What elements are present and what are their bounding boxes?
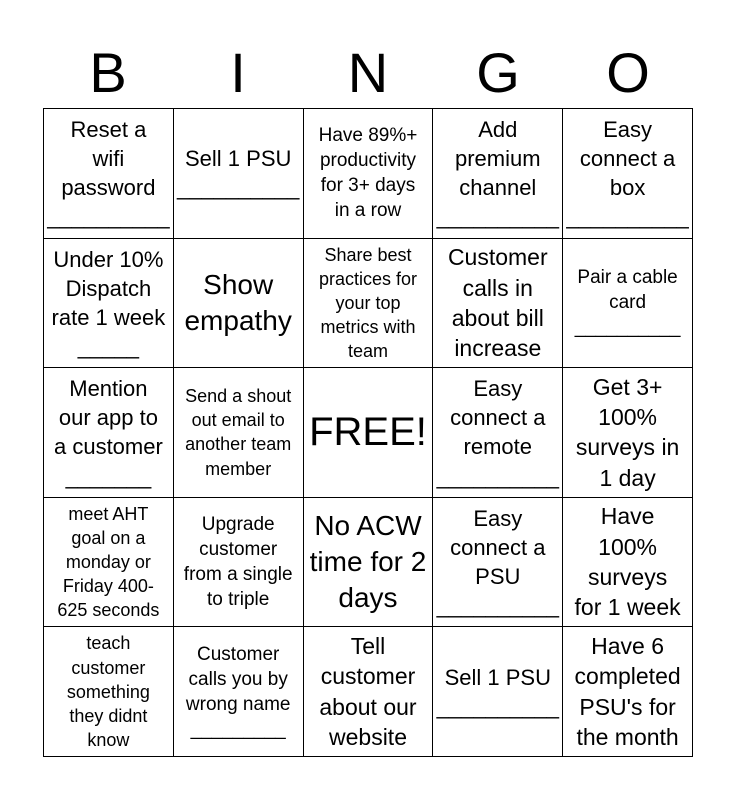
bingo-cell-r3-c4[interactable]: Easy connect a remote __________ (433, 368, 563, 498)
bingo-cell-r1-c2[interactable]: Sell 1 PSU __________ (174, 109, 304, 239)
bingo-cell-r3-c2[interactable]: Send a shout out email to another team member (174, 368, 304, 498)
bingo-cell-r4-c1[interactable]: meet AHT goal on a monday or Friday 400- 625 seconds (44, 498, 174, 628)
bingo-cell-r1-c1[interactable]: Reset a wifi password __________ (44, 109, 174, 239)
bingo-cell-r5-c4[interactable]: Sell 1 PSU __________ (433, 627, 563, 757)
header-letter-o: O (606, 41, 650, 104)
bingo-cell-r4-c5[interactable]: Have 100% surveys for 1 week (563, 498, 693, 628)
bingo-cell-r5-c2[interactable]: Customer calls you by wrong name _________ (174, 627, 304, 757)
bingo-header (43, 38, 693, 108)
bingo-cell-r4-c4[interactable]: Easy connect a PSU __________ (433, 498, 563, 628)
bingo-cell-r3-c5[interactable]: Get 3+ 100% surveys in 1 day (563, 368, 693, 498)
bingo-board (43, 108, 693, 757)
bingo-cell-r2-c4[interactable]: Customer calls in about bill increase (433, 239, 563, 369)
bingo-cell-r3-c1[interactable]: Mention our app to a customer _______ (44, 368, 174, 498)
bingo-cell-r5-c3[interactable]: Tell customer about our website (304, 627, 434, 757)
bingo-cell-r1-c3[interactable]: Have 89%+ productivity for 3+ days in a row (304, 109, 434, 239)
header-letter-n: N (347, 41, 389, 104)
header-letter-b: B (89, 41, 127, 104)
bingo-cell-r4-c3[interactable]: No ACW time for 2 days (304, 498, 434, 628)
bingo-cell-r5-c5[interactable]: Have 6 completed PSU's for the month (563, 627, 693, 757)
header-letter-i: I (230, 41, 246, 104)
free-space-cell[interactable]: FREE! (304, 368, 434, 498)
bingo-cell-r2-c2[interactable]: Show empathy (174, 239, 304, 369)
bingo-cell-r2-c1[interactable]: Under 10% Dispatch rate 1 week _____ (44, 239, 174, 369)
bingo-cell-r2-c3[interactable]: Share best practices for your top metrics with team (304, 239, 434, 369)
bingo-cell-r5-c1[interactable]: teach customer something they didnt know (44, 627, 174, 757)
bingo-cell-r1-c5[interactable]: Easy connect a box __________ (563, 109, 693, 239)
header-letter-g: G (476, 41, 520, 104)
bingo-cell-r4-c2[interactable]: Upgrade customer from a single to triple (174, 498, 304, 628)
bingo-cell-r1-c4[interactable]: Add premium channel __________ (433, 109, 563, 239)
bingo-cell-r2-c5[interactable]: Pair a cable card __________ (563, 239, 693, 369)
